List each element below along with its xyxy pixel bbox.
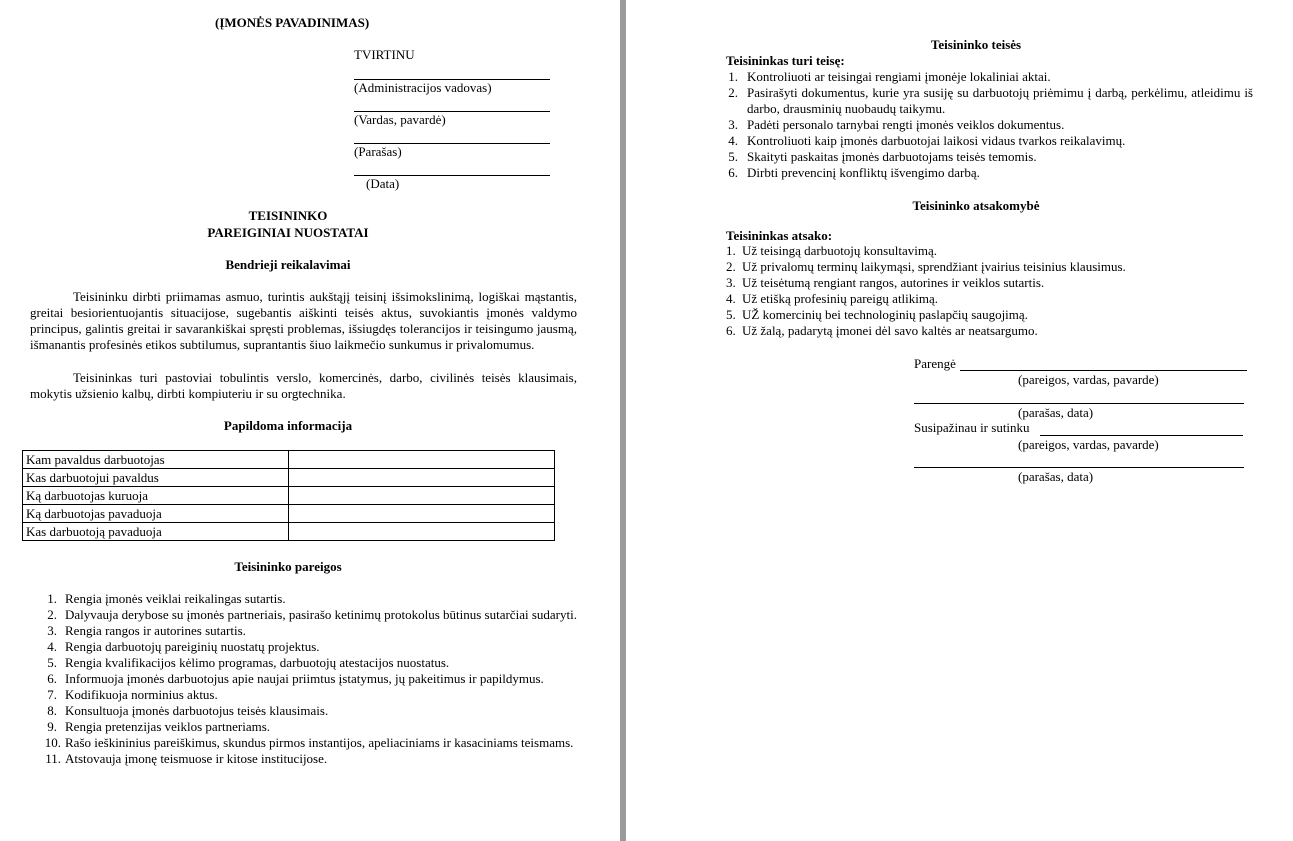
list-item <box>47 671 577 687</box>
list-item <box>726 291 1262 307</box>
table-cell-value <box>289 487 555 505</box>
table-cell-label: Kas darbuotoją pavaduoja <box>23 523 289 541</box>
left-page <box>0 0 620 841</box>
approval-field-name: (Vardas, pavardė) <box>354 112 446 127</box>
rights-subheading: Teisininkas turi teisę: <box>726 53 845 68</box>
approval-field-date: (Data) <box>366 176 400 191</box>
list-text: Rengia įmonės veiklai reikalingas sutartis. <box>65 591 286 606</box>
list-item <box>47 607 577 623</box>
list-text: Dalyvauja derybose su įmonės partneriais, pasirašo ketinimų protokolus būtinus sutarčiai sudaryti. <box>65 607 577 622</box>
list-text: Rašo ieškininius pareiškimus, skundus pirmos instantijos, apeliaciniams ir kasaciniams teismams. <box>65 735 574 750</box>
list-item <box>47 639 577 655</box>
list-number: 4. <box>47 639 57 654</box>
list-text: Pasirašyti dokumentus, kurie yra susiję su darbuotojų priėmimu į darbą, perkėlimu, atleidimu iš darbo, drausminių nuobaudų taikymu. <box>747 85 1253 116</box>
list-number: 3. <box>726 275 736 290</box>
list-number: 10. <box>44 735 61 750</box>
table-cell-value <box>289 523 555 541</box>
table-row <box>23 469 555 487</box>
table-cell-value <box>289 505 555 523</box>
rights-list <box>728 69 1253 181</box>
list-text: Kodifikuoja norminius aktus. <box>65 687 218 702</box>
list-number: 11. <box>45 751 61 766</box>
list-item <box>728 165 1253 181</box>
list-item <box>47 655 577 671</box>
list-text: UŽ komercinių bei technologinių paslapčių saugojimą. <box>742 307 1028 322</box>
list-item <box>45 751 577 767</box>
table-row <box>23 487 555 505</box>
responsibility-list <box>726 243 1262 339</box>
list-item <box>728 117 1253 133</box>
duties-heading: Teisininko pareigos <box>234 559 342 574</box>
list-item <box>726 323 1262 339</box>
list-text: Už etišką profesinių pareigų atlikimą. <box>742 291 939 306</box>
position-caption: (pareigos, vardas, pavarde) <box>1018 372 1159 387</box>
list-number: 1. <box>726 243 736 258</box>
list-item <box>47 591 577 607</box>
list-item <box>47 623 577 639</box>
list-item <box>728 69 1253 85</box>
list-number: 8. <box>47 703 57 718</box>
list-number: 5. <box>728 149 738 164</box>
list-number: 1. <box>728 69 738 84</box>
list-text: Konsultuoja įmonės darbuotojus teisės klausimais. <box>65 703 329 718</box>
list-item <box>728 85 1253 117</box>
approve-label: TVIRTINU <box>354 47 415 62</box>
approval-field-admin: (Administracijos vadovas) <box>354 80 492 95</box>
table-cell-label: Ką darbuotojas kuruoja <box>23 487 289 505</box>
position-caption: (pareigos, vardas, pavarde) <box>1018 437 1159 452</box>
list-number: 5. <box>726 307 736 322</box>
table-cell-value <box>289 469 555 487</box>
list-text: Rengia pretenzijas veiklos partneriams. <box>65 719 271 734</box>
list-number: 2. <box>728 85 738 100</box>
responsibility-heading: Teisininko atsakomybė <box>912 198 1040 213</box>
list-text: Informuoja įmonės darbuotojus apie naujai priimtus įstatymus, jų pakeitimus ir papildymus. <box>65 671 544 686</box>
list-item <box>47 703 577 719</box>
table-cell-label: Ką darbuotojas pavaduoja <box>23 505 289 523</box>
prepared-label: Parengė <box>914 356 956 371</box>
table-row <box>23 505 555 523</box>
list-item <box>44 735 577 751</box>
list-text: Rengia darbuotojų pareiginių nuostatų projektus. <box>65 639 320 654</box>
list-text: Už privalomų terminų laikymąsi, sprendžiant įvairius teisinius klausimus. <box>742 259 1126 274</box>
list-item <box>728 133 1253 149</box>
list-text: Dirbti prevencinį konfliktų išvengimo darbą. <box>747 165 980 180</box>
list-number: 9. <box>47 719 57 734</box>
list-number: 7. <box>47 687 57 702</box>
list-item <box>47 687 577 703</box>
table-cell-value <box>289 451 555 469</box>
list-number: 4. <box>728 133 738 148</box>
extra-info-heading: Papildoma informacija <box>223 418 353 433</box>
list-text: Padėti personalo tarnybai rengti įmonės veiklos dokumentus. <box>747 117 1065 132</box>
list-text: Už teisėtumą rengiant rangos, autorines ir veiklos sutartis. <box>742 275 1045 290</box>
approval-field-signature: (Parašas) <box>354 144 402 159</box>
general-paragraph-2: Teisininkas turi pastoviai tobulintis verslo, komercinės, darbo, civilinės teisės klausimais, mokytis užsienio kalbų, dirbti kompiuteriu ir su orgtechnika. <box>30 370 577 401</box>
signature-line <box>914 403 1244 404</box>
extra-info-table <box>22 450 555 541</box>
rights-heading: Teisininko teisės <box>930 37 1022 52</box>
acknowledged-label: Susipažinau ir sutinku <box>914 420 1030 435</box>
general-paragraph-1: Teisininku dirbti priimamas asmuo, turintis aukštąjį teisinį išsimokslinimą, logiškai mąstantis, greitai besiorientuojantis situacijose, sugebantis aiškinti teisės aktus, suvokiantis įmonės valdymo principus, galintis greitai ir savarankiškai spręsti problemas, išsiugdęs tolerancijos ir teisingumo jausmą, išmanantis profesinės etikos subtilumus, suprantantis šiuo laikmečio sunkumus ir privalomumus. <box>30 289 577 352</box>
list-item <box>726 307 1262 323</box>
list-number: 3. <box>47 623 57 638</box>
list-number: 2. <box>47 607 57 622</box>
list-text: Kontroliuoti ar teisingai rengiami įmonėje lokaliniai aktai. <box>747 69 1051 84</box>
list-item <box>728 149 1253 165</box>
list-text: Už teisingą darbuotojų konsultavimą. <box>742 243 937 258</box>
document-title-line1: TEISININKO <box>248 208 328 223</box>
list-text: Kontroliuoti kaip įmonės darbuotojai laikosi vidaus tvarkos reikalavimų. <box>747 133 1126 148</box>
right-page <box>626 0 1293 841</box>
signature-caption: (parašas, data) <box>1018 469 1094 484</box>
list-number: 2. <box>726 259 736 274</box>
list-text: Skaityti paskaitas įmonės darbuotojams teisės temomis. <box>747 149 1037 164</box>
signature-caption: (parašas, data) <box>1018 405 1094 420</box>
list-text: Rengia kvalifikacijos kėlimo programas, darbuotojų atestacijos nuostatus. <box>65 655 450 670</box>
list-text: Už žalą, padarytą įmonei dėl savo kaltės ar neatsargumo. <box>742 323 1038 338</box>
list-item <box>726 259 1262 275</box>
list-item <box>47 719 577 735</box>
list-number: 6. <box>728 165 738 180</box>
company-name: (ĮMONĖS PAVADINIMAS) <box>215 15 370 30</box>
list-number: 1. <box>47 591 57 606</box>
list-number: 6. <box>47 671 57 686</box>
signature-line <box>914 467 1244 468</box>
table-cell-label: Kas darbuotojui pavaldus <box>23 469 289 487</box>
list-number: 5. <box>47 655 57 670</box>
list-number: 4. <box>726 291 736 306</box>
document-title-line2: PAREIGINIAI NUOSTATAI <box>207 225 369 240</box>
duties-list <box>44 591 577 767</box>
table-cell-label: Kam pavaldus darbuotojas <box>23 451 289 469</box>
signature-line <box>960 370 1247 371</box>
table-row <box>23 451 555 469</box>
signature-line <box>1040 435 1243 436</box>
table-row <box>23 523 555 541</box>
general-requirements-heading: Bendrieji reikalavimai <box>225 257 351 272</box>
list-text: Atstovauja įmonę teismuose ir kitose institucijose. <box>65 751 328 766</box>
list-number: 6. <box>726 323 736 338</box>
list-number: 3. <box>728 117 738 132</box>
list-item <box>726 243 1262 259</box>
list-item <box>726 275 1262 291</box>
list-text: Rengia rangos ir autorines sutartis. <box>65 623 246 638</box>
responsibility-subheading: Teisininkas atsako: <box>726 228 833 243</box>
